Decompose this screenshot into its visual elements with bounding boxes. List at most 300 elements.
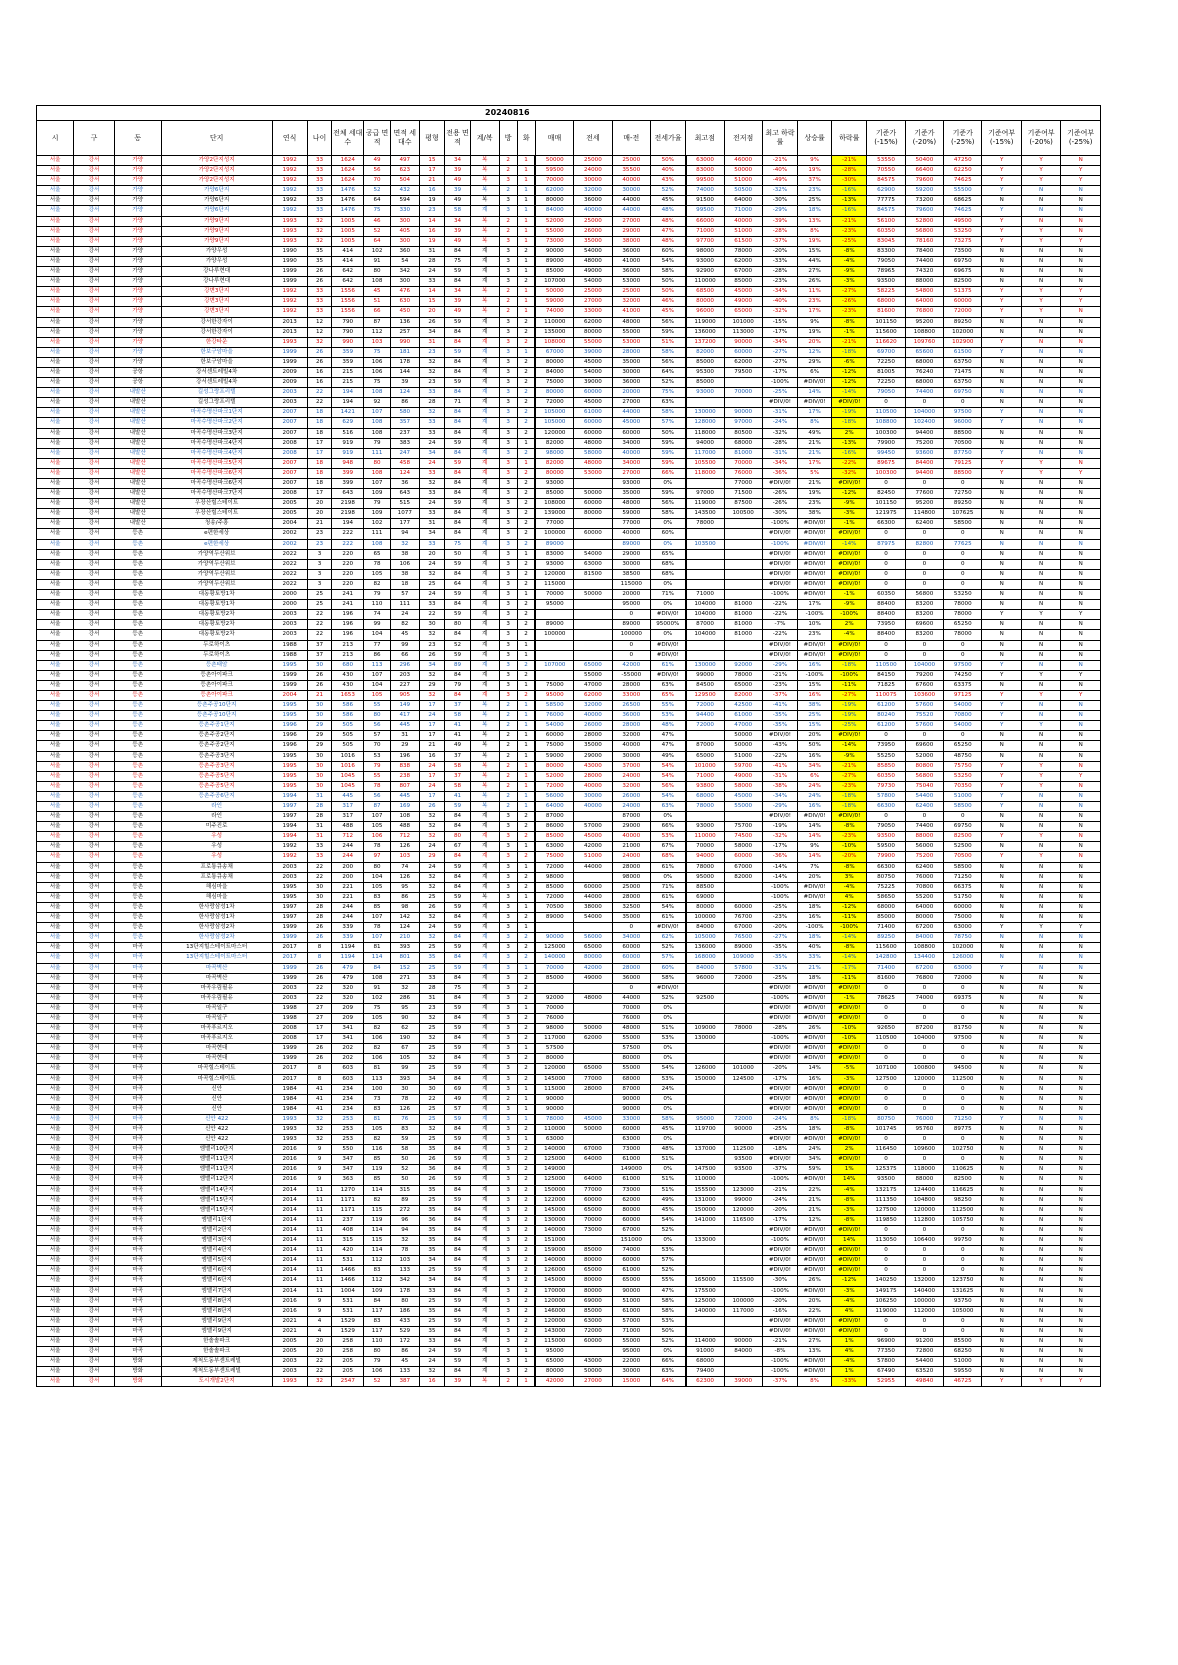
table-row (37, 923, 1101, 933)
table-cell: 26 (419, 317, 445, 327)
table-cell: 115000 (535, 1336, 573, 1346)
table-cell: 257 (390, 327, 419, 337)
table-cell: N (1021, 1054, 1060, 1064)
table-cell: 30 (307, 701, 332, 711)
table-cell: 56000 (535, 791, 573, 801)
table-row (37, 327, 1101, 337)
table-cell: 33 (307, 206, 332, 216)
table-cell: N (982, 539, 1021, 549)
table-cell: -100% (798, 670, 832, 680)
table-cell: 2 (499, 721, 517, 731)
table-cell: 내발산 (114, 519, 161, 529)
table-cell: 강서 (74, 680, 115, 690)
table-cell: N (982, 1286, 1021, 1296)
table-cell: 1 (517, 1094, 535, 1104)
table-cell: 83200 (905, 600, 943, 610)
table-cell: 58% (650, 1296, 685, 1306)
table-cell: 52800 (905, 216, 943, 226)
table-cell: 34 (419, 327, 445, 337)
table-cell: 550 (332, 1145, 364, 1155)
table-row (37, 600, 1101, 610)
table-cell: 36000 (612, 246, 650, 256)
table-cell: 55% (650, 1276, 685, 1286)
table-cell: 205 (332, 1357, 364, 1367)
table-cell: 84000 (686, 963, 724, 973)
table-cell: -8% (832, 1195, 867, 1205)
table-cell: 16% (798, 802, 832, 812)
table-row (37, 1276, 1101, 1286)
table-row (37, 1205, 1101, 1215)
table-cell: 91200 (905, 1336, 943, 1346)
table-cell: 49000 (574, 267, 612, 277)
table-cell: 서울 (37, 357, 74, 367)
table-cell: N (1021, 267, 1060, 277)
table-cell: N (1021, 1013, 1060, 1023)
table-cell: 93800 (686, 781, 724, 791)
table-cell: -20% (762, 1064, 797, 1074)
table-cell: N (1061, 428, 1101, 438)
table-cell: 1 (517, 902, 535, 912)
table-cell: 서울 (37, 842, 74, 852)
table-cell: 58 (445, 781, 471, 791)
table-cell: 2004 (272, 690, 307, 700)
table-cell: 2016 (272, 1296, 307, 1306)
table-cell: 108000 (535, 499, 573, 509)
table-cell: 45000 (574, 832, 612, 842)
table-cell: 가양우성 (161, 256, 272, 266)
table-cell: 84 (445, 600, 471, 610)
table-cell: 1005 (332, 216, 364, 226)
table-cell (724, 1316, 762, 1326)
table-cell: -8% (832, 1215, 867, 1225)
table-cell: #DIV/0! (798, 1357, 832, 1367)
table-cell: 2003 (272, 872, 307, 882)
table-row (37, 832, 1101, 842)
table-cell: 1% (832, 1165, 867, 1175)
table-cell: 505 (332, 741, 364, 751)
table-cell: 마곡수명산파크1단지 (161, 408, 272, 418)
table-cell: 50000 (535, 287, 573, 297)
table-cell: 17 (307, 438, 332, 448)
column-header: 최고점 (686, 121, 724, 156)
table-cell: 35 (419, 1225, 445, 1235)
table-cell: 강서 (74, 1084, 115, 1094)
table-cell: 18% (798, 1125, 832, 1135)
table-cell: 100500 (724, 509, 762, 519)
table-cell: e편한세상 (161, 529, 272, 539)
table-cell: 60000 (724, 902, 762, 912)
table-cell: 18 (390, 579, 419, 589)
table-cell: 2003 (272, 610, 307, 620)
table-cell: -35% (762, 711, 797, 721)
table-cell: 17% (798, 600, 832, 610)
table-cell: 마곡수명산파크6단지 (161, 468, 272, 478)
table-cell: 3 (499, 418, 517, 428)
table-cell: -14% (832, 539, 867, 549)
table-cell: 85000 (574, 1306, 612, 1316)
table-cell: 78400 (905, 246, 943, 256)
table-cell (574, 1236, 612, 1246)
table-cell: 75520 (905, 711, 943, 721)
table-row (37, 1003, 1101, 1013)
table-cell: 0 (905, 1266, 943, 1276)
table-cell: 0 (944, 1044, 982, 1054)
table-cell: 59 (445, 963, 471, 973)
table-cell: 48000 (574, 458, 612, 468)
table-cell: N (1021, 378, 1060, 388)
table-cell: N (1061, 1114, 1101, 1124)
table-cell: 3 (499, 690, 517, 700)
table-cell: #DIV/0! (650, 610, 685, 620)
report-date: 20240816 (485, 108, 530, 117)
table-cell: 80800 (905, 761, 943, 771)
table-row (37, 1054, 1101, 1064)
table-cell: 76 (390, 1114, 419, 1124)
table-cell: -28% (762, 1024, 797, 1034)
table-cell: 0 (905, 983, 943, 993)
table-cell: 75000 (535, 852, 573, 862)
table-cell: Y (982, 206, 1021, 216)
table-cell: -100% (762, 539, 797, 549)
table-cell: N (1061, 1034, 1101, 1044)
table-cell: 28000 (612, 721, 650, 731)
table-cell: 75 (445, 983, 471, 993)
table-cell: 계 (470, 600, 499, 610)
table-cell: 0 (867, 1104, 905, 1114)
table-cell: N (982, 993, 1021, 1003)
table-cell: 178 (390, 357, 419, 367)
table-cell: 25 (419, 943, 445, 953)
table-cell: 87000 (535, 812, 573, 822)
table-row (37, 1215, 1101, 1225)
table-cell: 25 (419, 1296, 445, 1306)
table-cell: 서울 (37, 1225, 74, 1235)
table-cell: 420 (332, 1246, 364, 1256)
table-cell: 계 (470, 640, 499, 650)
table-cell: #DIV/0! (798, 590, 832, 600)
table-cell: 26 (419, 902, 445, 912)
table-cell: 0% (650, 1347, 685, 1357)
table-cell: 0 (905, 640, 943, 650)
table-cell: #DIV/0! (762, 479, 797, 489)
table-cell (686, 1326, 724, 1336)
table-cell: #DIV/0! (798, 1316, 832, 1326)
table-cell: -100% (832, 670, 867, 680)
table-cell: 강서 (74, 499, 115, 509)
table-cell: N (1021, 529, 1060, 539)
table-cell: 1 (517, 226, 535, 236)
table-cell: 39 (390, 378, 419, 388)
table-cell: 57% (650, 953, 685, 963)
table-cell: 11 (307, 1246, 332, 1256)
table-cell: 2 (517, 1195, 535, 1205)
table-cell: 0 (905, 1044, 943, 1054)
table-cell: 56100 (867, 216, 905, 226)
table-cell: 내발산 (114, 398, 161, 408)
table-cell: 26 (419, 802, 445, 812)
table-cell: 63% (650, 802, 685, 812)
table-cell: 196 (332, 620, 364, 630)
table-cell: 마곡힐스테이트 (161, 1074, 272, 1084)
table-cell: 마곡우림필유 (161, 983, 272, 993)
table-cell: 계 (470, 539, 499, 549)
table-cell: 95760 (905, 1125, 943, 1135)
table-cell: 서울 (37, 458, 74, 468)
table-cell: N (1061, 458, 1101, 468)
table-cell: 계 (470, 680, 499, 690)
table-cell: 22 (307, 398, 332, 408)
table-cell: 78000 (944, 600, 982, 610)
column-header: 매매 (535, 121, 573, 156)
table-cell: N (982, 317, 1021, 327)
table-cell: #DIV/0! (832, 1316, 867, 1326)
table-cell: 84 (445, 1185, 471, 1195)
table-cell: 39 (445, 1377, 471, 1387)
table-cell: N (982, 1326, 1021, 1336)
table-row (37, 458, 1101, 468)
table-cell: N (982, 1155, 1021, 1165)
table-cell: 가양2단지성지 (161, 156, 272, 166)
table-cell: 마곡 (114, 993, 161, 1003)
table-cell: 마곡현대 (161, 1044, 272, 1054)
table-cell: 86 (390, 1347, 419, 1357)
table-cell: -4% (832, 256, 867, 266)
table-cell: #DIV/0! (798, 1236, 832, 1246)
table-cell: 2 (517, 953, 535, 963)
table-cell: N (1061, 1013, 1101, 1023)
table-cell: 105000 (686, 933, 724, 943)
table-cell: N (982, 367, 1021, 377)
table-cell: 40000 (574, 206, 612, 216)
table-cell: 서울 (37, 378, 74, 388)
table-cell: -18% (832, 660, 867, 670)
table-cell: 52% (650, 378, 685, 388)
table-cell: #DIV/0! (762, 983, 797, 993)
table-row (37, 287, 1101, 297)
table-cell: 643 (332, 489, 364, 499)
table-cell: 계 (470, 1044, 499, 1054)
table-cell: 119700 (686, 1125, 724, 1135)
table-cell: -100% (762, 1034, 797, 1044)
table-cell: 가양역두산위브 (161, 579, 272, 589)
table-cell: 1194 (332, 953, 364, 963)
table-cell: 등촌 (114, 802, 161, 812)
table-cell (686, 983, 724, 993)
column-header: 전저점 (724, 121, 762, 156)
table-cell: 77000 (612, 519, 650, 529)
table-cell: 0% (650, 1135, 685, 1145)
table-cell: 84 (445, 1236, 471, 1246)
table-cell: 26 (419, 650, 445, 660)
table-cell: 33000 (612, 1114, 650, 1124)
table-cell: 강서 (74, 569, 115, 579)
table-cell: 107 (364, 670, 391, 680)
table-cell: 2 (499, 216, 517, 226)
table-cell: 62000 (612, 1195, 650, 1205)
table-cell: 2003 (272, 398, 307, 408)
table-cell: 54800 (905, 287, 943, 297)
table-cell: 가양 (114, 156, 161, 166)
table-cell: 서울 (37, 983, 74, 993)
table-cell: N (1021, 1175, 1060, 1185)
table-cell: -18% (762, 1145, 797, 1155)
table-row (37, 216, 1101, 226)
table-cell: 서울 (37, 590, 74, 600)
table-cell: 3 (499, 489, 517, 499)
table-cell: 86 (390, 892, 419, 902)
table-cell: 133000 (686, 1236, 724, 1246)
table-cell: 1 (517, 590, 535, 600)
table-cell: 115000 (535, 1084, 573, 1094)
table-cell: 680 (332, 660, 364, 670)
table-cell: 56800 (905, 226, 943, 236)
table-cell: N (1021, 337, 1060, 347)
table-cell: 43% (650, 176, 685, 186)
table-cell: 72750 (944, 489, 982, 499)
table-cell: 2 (517, 1246, 535, 1256)
table-cell: 15 (419, 156, 445, 166)
table-cell: 68% (650, 559, 685, 569)
table-cell: 1997 (272, 902, 307, 912)
table-cell: 13% (798, 216, 832, 226)
table-cell: 1529 (332, 1326, 364, 1336)
table-cell: 45 (390, 630, 419, 640)
table-cell: 2021 (272, 1316, 307, 1326)
table-cell: 서울 (37, 206, 74, 216)
table-cell: 18 (307, 479, 332, 489)
table-cell: 531 (332, 1306, 364, 1316)
table-cell: 85000 (724, 277, 762, 287)
table-cell: 142 (390, 913, 419, 923)
table-cell: N (1061, 1296, 1101, 1306)
table-cell: 서울 (37, 882, 74, 892)
table-cell: 51 (364, 297, 391, 307)
table-cell: 103 (390, 1256, 419, 1266)
table-cell: 24 (419, 923, 445, 933)
table-cell: N (1061, 1225, 1101, 1235)
table-cell: 62 (390, 1024, 419, 1034)
table-cell: N (1061, 1357, 1101, 1367)
table-cell: 8 (307, 943, 332, 953)
table-cell: #DIV/0! (762, 1246, 797, 1256)
table-cell: 복 (470, 166, 499, 176)
table-cell: N (1061, 256, 1101, 266)
table-cell: 3 (499, 852, 517, 862)
table-cell: -19% (832, 408, 867, 418)
table-cell: N (1061, 1135, 1101, 1145)
table-cell: 49% (798, 428, 832, 438)
table-cell: 29 (307, 721, 332, 731)
table-cell: 84150 (867, 670, 905, 680)
table-cell: 126 (390, 872, 419, 882)
table-cell: 강서 (74, 923, 115, 933)
table-cell: 112 (364, 1276, 391, 1286)
table-cell: 서울 (37, 852, 74, 862)
table-cell: 244 (332, 842, 364, 852)
table-cell: 강서한강자이 (161, 317, 272, 327)
table-cell: 1 (517, 701, 535, 711)
table-cell: 22% (798, 1306, 832, 1316)
table-cell: 32 (307, 337, 332, 347)
table-cell: 24% (798, 781, 832, 791)
table-cell: 29 (307, 741, 332, 751)
table-cell: 3 (499, 842, 517, 852)
table-cell: N (982, 246, 1021, 256)
table-cell: 서울 (37, 509, 74, 519)
table-cell: 강서 (74, 256, 115, 266)
table-cell: 25 (419, 1195, 445, 1205)
table-cell: -3% (832, 509, 867, 519)
table-cell: 2 (517, 1155, 535, 1165)
table-cell: 84 (445, 630, 471, 640)
table-cell: 우성 (161, 852, 272, 862)
table-cell: 79730 (867, 781, 905, 791)
table-cell: 프로통큐송채 (161, 872, 272, 882)
table-cell: 서울 (37, 1084, 74, 1094)
table-cell: 계 (470, 428, 499, 438)
table-cell: 60000 (574, 499, 612, 509)
table-cell: 175500 (686, 1286, 724, 1296)
table-cell: 253 (332, 1114, 364, 1124)
table-cell: 계 (470, 1367, 499, 1377)
table-cell: 3 (499, 499, 517, 509)
table-cell: 강서 (74, 882, 115, 892)
table-cell: 35000 (574, 236, 612, 246)
table-cell: 강서 (74, 519, 115, 529)
table-cell: 3 (499, 1316, 517, 1326)
table-cell: 132175 (867, 1185, 905, 1195)
table-cell: N (982, 1347, 1021, 1357)
table-cell: -22% (762, 610, 797, 620)
table-cell: 등촌주공5단지 (161, 781, 272, 791)
table-cell: 40000 (574, 781, 612, 791)
table-cell: 2 (517, 1013, 535, 1023)
table-cell: 서울 (37, 812, 74, 822)
table-cell: 2% (832, 620, 867, 630)
table-cell: 27 (307, 1003, 332, 1013)
table-cell: 71000 (686, 590, 724, 600)
table-cell: N (982, 731, 1021, 741)
table-cell: 63750 (944, 357, 982, 367)
table-cell: #DIV/0! (832, 812, 867, 822)
table-cell: 241 (332, 590, 364, 600)
table-cell: 48000 (574, 256, 612, 266)
table-cell: 1624 (332, 176, 364, 186)
table-cell: 3 (499, 1044, 517, 1054)
table-cell: N (982, 1316, 1021, 1326)
table-cell: N (982, 892, 1021, 902)
table-cell: 65000 (686, 751, 724, 761)
table-cell: 강서 (74, 812, 115, 822)
table-cell: N (982, 1013, 1021, 1023)
table-cell: 2017 (272, 1064, 307, 1074)
table-cell: 37 (445, 771, 471, 781)
table-cell: 80000 (535, 468, 573, 478)
table-cell (535, 650, 573, 660)
table-cell: N (1061, 186, 1101, 196)
table-cell: 33 (419, 1336, 445, 1346)
table-cell: N (982, 650, 1021, 660)
table-cell: 가양 (114, 196, 161, 206)
table-cell: 64000 (535, 802, 573, 812)
table-cell: 70 (364, 176, 391, 186)
table-cell: 96 (390, 1215, 419, 1225)
table-cell: 등촌 (114, 590, 161, 600)
table-cell (724, 650, 762, 660)
table-cell: 32 (307, 1377, 332, 1387)
table-cell: Y (1021, 923, 1060, 933)
table-cell: 내발산 (114, 489, 161, 499)
